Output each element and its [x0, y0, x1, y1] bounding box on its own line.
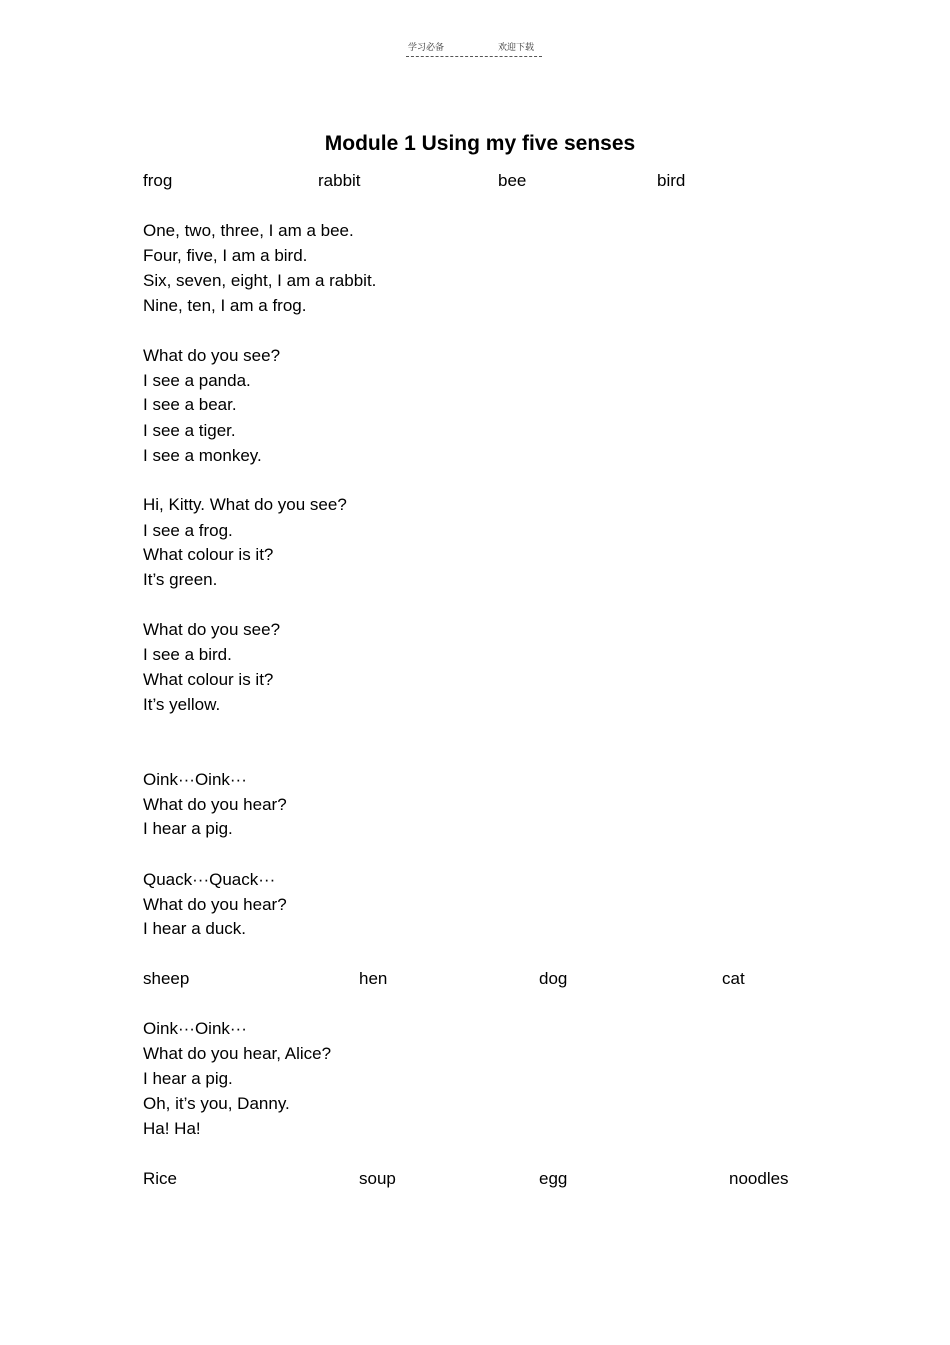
- word-frog: frog: [143, 171, 173, 190]
- text-line: What do you hear?: [143, 795, 287, 814]
- word-soup: soup: [359, 1169, 396, 1188]
- text-line: Quack···Quack···: [143, 870, 276, 889]
- header-left-text: 学习必备: [408, 43, 445, 53]
- text-line: I see a bear.: [143, 395, 237, 414]
- text-line: What do you see?: [143, 346, 281, 365]
- word-rice: Rice: [143, 1169, 178, 1188]
- text-line: It’s green.: [143, 570, 218, 589]
- text-line: I hear a duck.: [143, 919, 247, 938]
- text-line: What colour is it?: [143, 545, 274, 564]
- text-line: I hear a pig.: [143, 1069, 233, 1088]
- text-line: Nine, ten, I am a frog.: [143, 296, 307, 315]
- text-line: I see a frog.: [143, 521, 233, 540]
- word-bee: bee: [498, 171, 527, 190]
- text-line: I hear a pig.: [143, 819, 233, 838]
- word-hen: hen: [359, 969, 388, 988]
- word-noodles: noodles: [729, 1169, 789, 1188]
- text-line: What colour is it?: [143, 670, 274, 689]
- page-header: [406, 38, 542, 57]
- text-line: I see a panda.: [143, 371, 251, 390]
- text-line: Oink···Oink···: [143, 1019, 247, 1038]
- text-line: What do you see?: [143, 620, 281, 639]
- text-line: Four, five, I am a bird.: [143, 246, 308, 265]
- word-egg: egg: [539, 1169, 568, 1188]
- word-rabbit: rabbit: [318, 171, 361, 190]
- text-line: I see a bird.: [143, 645, 232, 664]
- text-line: Oink···Oink···: [143, 770, 247, 789]
- word-bird: bird: [657, 171, 686, 190]
- text-line: What do you hear?: [143, 895, 287, 914]
- word-cat: cat: [722, 969, 745, 988]
- word-dog: dog: [539, 969, 568, 988]
- text-line: Ha! Ha!: [143, 1119, 201, 1138]
- header-right-text: 欢迎下载: [498, 43, 535, 53]
- text-line: One, two, three, I am a bee.: [143, 221, 354, 240]
- text-line: I see a tiger.: [143, 421, 236, 440]
- text-line: I see a monkey.: [143, 446, 262, 465]
- text-line: Six, seven, eight, I am a rabbit.: [143, 271, 377, 290]
- text-line: Hi, Kitty. What do you see?: [143, 495, 347, 514]
- page-title: Module 1 Using my five senses: [324, 132, 636, 155]
- text-line: What do you hear, Alice?: [143, 1044, 332, 1063]
- text-line: It’s yellow.: [143, 695, 221, 714]
- text-line: Oh, it’s you, Danny.: [143, 1094, 290, 1113]
- word-sheep: sheep: [143, 969, 190, 988]
